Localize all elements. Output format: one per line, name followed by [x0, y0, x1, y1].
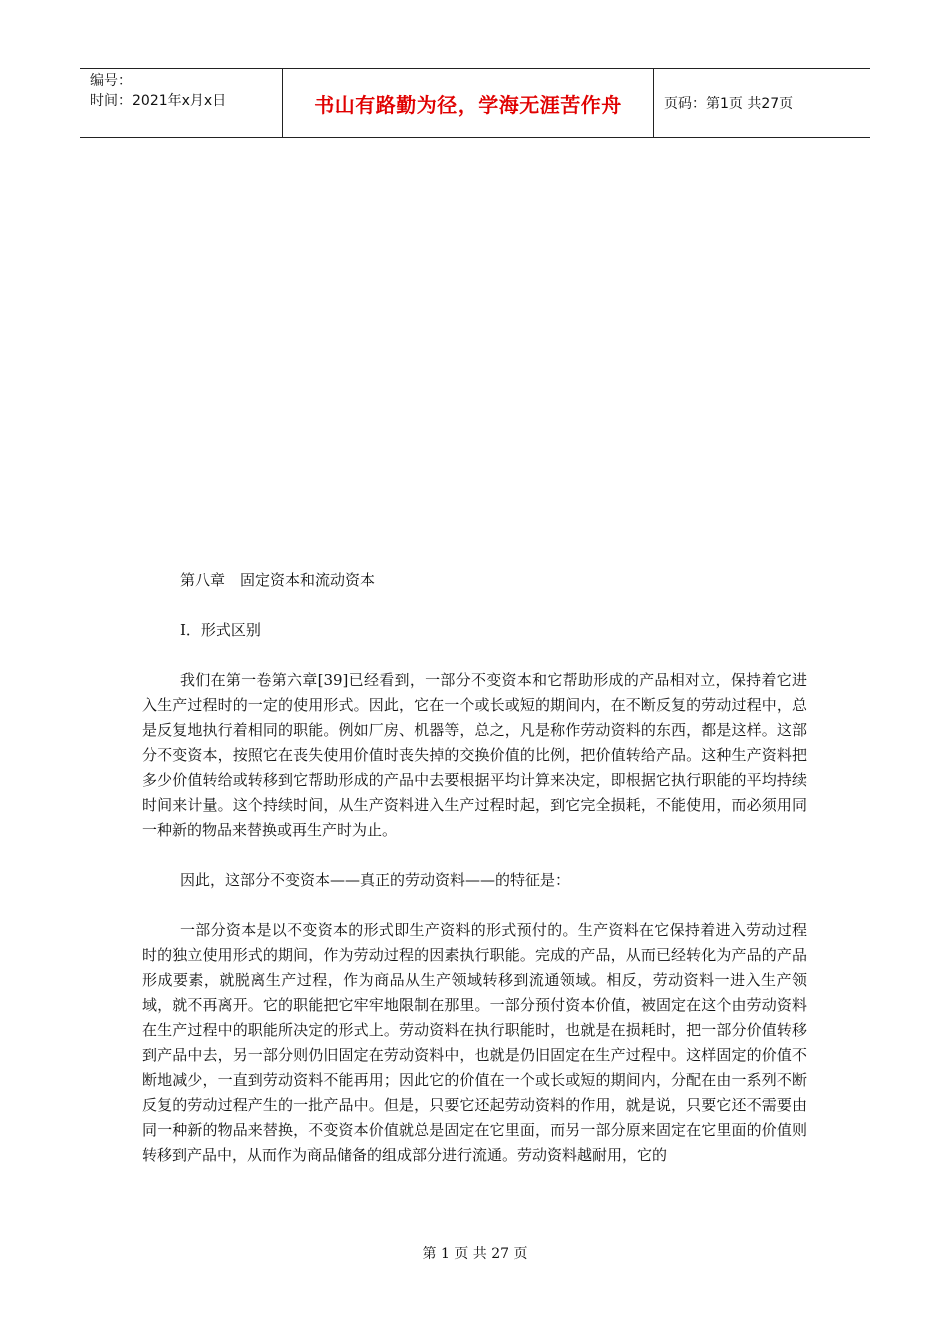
header-page-cell — [654, 69, 870, 137]
paragraph: 我们在第一卷第六章[39]已经看到，一部分不变资本和它帮助形成的产品相对立，保持着它进入生产过程时的一定的使用形式。因此，它在一个或长或短的期间内，在不断反复的劳动过程中，总是反复地执行着相同的职能。例如厂房、机器等，总之，凡是称作劳动资料的东西，都是这样。这部分不变资本，按照它在丧失使用价值时丧失掉的交换价值的比例，把价值转给产品。这种生产资料把多少价值转给或转移到它帮助形成的产品中去要根据平均计算来决定，即根据它执行职能的平均持续时间来计量。这个持续时间，从生产资料进入生产过程时起，到它完全损耗，不能使用，而必须用同一种新的物品来替换或再生产时为止。 — [142, 671, 807, 839]
time-label: 时间：2021年x月x日 — [90, 93, 227, 109]
page-code: 页码：第1页 共27页 — [664, 96, 794, 112]
paragraph: 因此，这部分不变资本——真正的劳动资料——的特征是： — [180, 871, 571, 889]
section-title: Ⅰ．形式区别 — [180, 621, 261, 639]
motto-text: 书山有路勤为径，学海无涯苦作舟 — [314, 92, 622, 117]
number-label: 编号： — [90, 73, 132, 89]
chapter-title: 第八章 固定资本和流动资本 — [180, 571, 376, 589]
header-motto-cell — [282, 69, 654, 137]
paragraph: 一部分资本是以不变资本的形式即生产资料的形式预付的。生产资料在它保持着进入劳动过程时的独立使用形式的期间，作为劳动过程的因素执行职能。完成的产品，从而已经转化为产品的产品形成要素，就脱离生产过程，作为商品从生产领域转移到流通领域。相反，劳动资料一进入生产领域，就不再离开。它的职能把它牢牢地限制在那里。一部分预付资本价值，被固定在这个由劳动资料在生产过程中的职能所决定的形式上。劳动资料在执行职能时，也就是在损耗时，把一部分价值转移到产品中去，另一部分则仍旧固定在劳动资料中，也就是仍旧固定在生产过程中。这样固定的价值不断地减少，一直到劳动资料不能再用；因此它的价值在一个或长或短的期间内，分配在由一系列不断反复的劳动过程产生的一批产品中。但是，只要它还起劳动资料的作用，就是说，只要它还不需要由同一种新的物品来替换，不变资本价值就总是固定在它里面，而另一部分原来固定在它里面的价值则转移到产品中，从而作为商品储备的组成部分进行流通。劳动资料越耐用，它的 — [142, 921, 807, 1164]
header-table — [80, 68, 870, 138]
page-footer: 第 1 页 共 27 页 — [422, 1246, 528, 1262]
header-info-cell — [80, 69, 282, 137]
document-body — [142, 568, 807, 1193]
